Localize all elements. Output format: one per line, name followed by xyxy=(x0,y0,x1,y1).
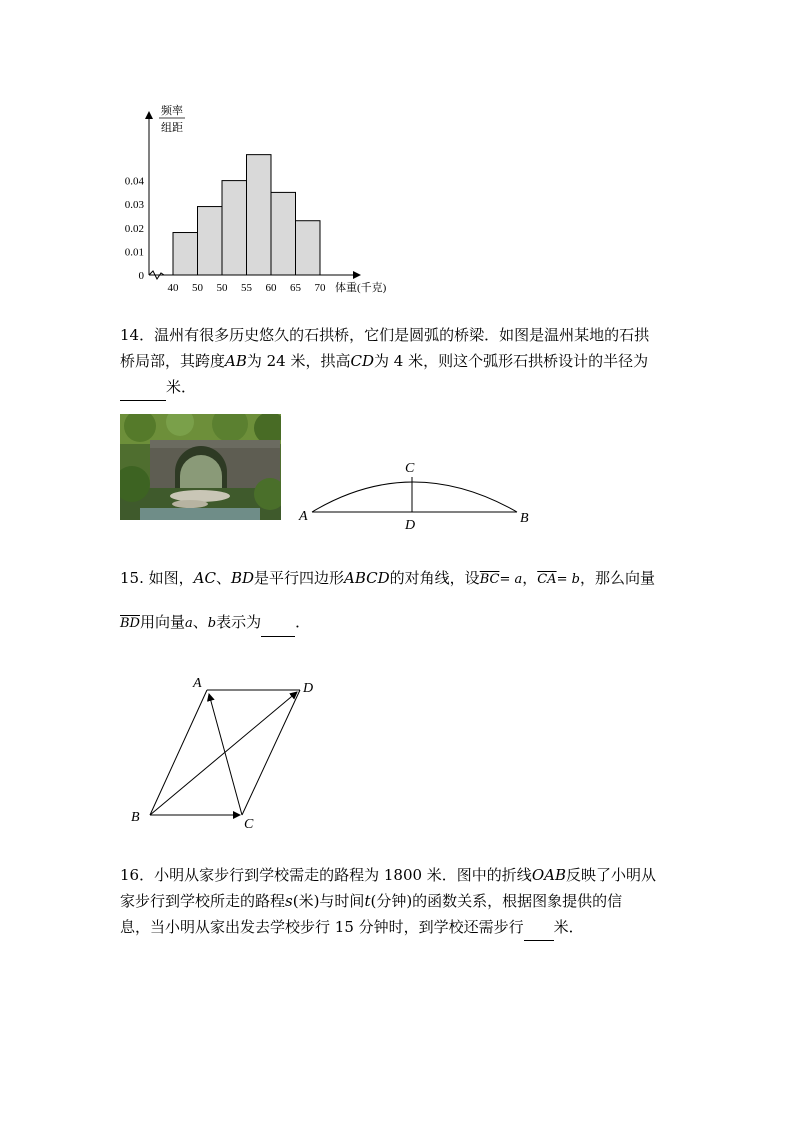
q16-text-c: 家步行到学校所走的路程 xyxy=(120,892,286,910)
q15-text-e: 用向量 xyxy=(139,613,185,631)
x-tick-label: 70 xyxy=(314,282,326,294)
q16-text-b: 反映了小明从 xyxy=(565,866,656,884)
q16-t: t xyxy=(364,892,371,910)
x-tick-label: 65 xyxy=(290,282,301,294)
q15-dot: 、 xyxy=(192,613,208,631)
q15-text-b: 是平行四边形 xyxy=(254,569,345,587)
label-d: D xyxy=(303,681,314,696)
q16-s: s xyxy=(285,892,293,910)
label-a: A xyxy=(299,509,308,524)
vector-ca-line xyxy=(209,694,242,815)
q14-text-c: 为 4 米，则这个弧形石拱桥设计的半径为 xyxy=(374,352,649,370)
q14-text-a: 桥局部，其跨度 xyxy=(120,352,226,370)
y-tick-label: 0.03 xyxy=(124,199,144,212)
x-tick-label: 60 xyxy=(265,282,277,294)
answer-blank-16[interactable] xyxy=(524,914,554,941)
answer-blank-15[interactable] xyxy=(261,609,295,637)
question-14 xyxy=(120,322,680,401)
y-tick-label: 0.01 xyxy=(124,246,144,259)
arc-diagram xyxy=(295,455,540,535)
histogram-bar-45-50 xyxy=(198,207,223,275)
q15-eq-a: = a xyxy=(499,572,523,587)
label-b: B xyxy=(131,810,140,825)
question-15 xyxy=(120,565,680,637)
x-tick-label: 55 xyxy=(241,282,252,294)
bridge-photo xyxy=(120,414,281,520)
q14-text-b: 为 24 米，拱高 xyxy=(246,352,351,370)
q14-line-2 xyxy=(120,348,680,374)
x-axis-label: 体重(千克) xyxy=(335,282,387,294)
label-a: A xyxy=(193,676,202,691)
q14-ab: AB xyxy=(225,352,247,370)
q16-line-1 xyxy=(120,862,680,888)
answer-blank-14[interactable] xyxy=(120,374,166,401)
q15-text-f: 表示为 xyxy=(216,613,262,631)
label-c: C xyxy=(244,817,254,832)
y-tick-label: 0.02 xyxy=(124,222,144,235)
histogram-bar-50-55 xyxy=(222,181,247,275)
q16-oab: OAB xyxy=(531,866,566,884)
vector-bc: $\overline{BC}$ xyxy=(479,572,500,587)
q15-text-a: 15. 如图， xyxy=(120,569,194,587)
q15-end: ． xyxy=(295,613,311,631)
question-16 xyxy=(120,862,680,941)
vector-a: a xyxy=(185,616,193,631)
q16-text-f: 息，当小明从家出发去学校步行 15 分钟时，到学校还需步行 xyxy=(120,918,524,936)
arc-ab xyxy=(312,482,517,512)
y-label-bottom: 组距 xyxy=(161,122,183,134)
q15-bd: BD xyxy=(230,569,255,587)
q14-unit: 米． xyxy=(166,378,197,396)
side-ab xyxy=(150,690,207,815)
parallelogram-diagram xyxy=(125,670,335,835)
vector-b: b xyxy=(207,616,217,631)
histogram-chart xyxy=(120,95,420,300)
q15-comma: ， xyxy=(522,569,538,587)
q14-line-1: 14．温州有很多历史悠久的石拱桥，它们是圆弧的桥梁．如图是温州某地的石拱 xyxy=(120,326,650,344)
q15-text-c: 的对角线，设 xyxy=(389,569,480,587)
histogram-bar-40-45 xyxy=(173,233,198,275)
x-tick-label: 50 xyxy=(192,282,203,294)
vector-bd-line xyxy=(150,692,297,815)
q16-text-e: (分钟)的函数关系，根据图象提供的信 xyxy=(370,892,623,910)
q15-abcd: ABCD xyxy=(344,569,390,587)
q14-line-3 xyxy=(120,374,680,401)
histogram-bar-65-70 xyxy=(296,221,321,275)
q15-ac: AC xyxy=(193,569,216,587)
vector-bd: $\overline{BD}$ xyxy=(120,616,140,631)
x-tick-label: 50 xyxy=(216,282,228,294)
y-label-top: 频率 xyxy=(161,105,183,117)
q16-text-g: 米． xyxy=(553,918,584,936)
q15-line-2 xyxy=(120,609,680,637)
q15-sep: 、 xyxy=(215,569,231,587)
vector-ca: $\overline{CA}$ xyxy=(537,572,557,587)
q15-eq-b: = b xyxy=(556,572,580,587)
q15-line-1 xyxy=(120,565,680,593)
x-tick-label: 40 xyxy=(167,282,179,294)
side-dc xyxy=(242,690,300,815)
y-tick-label: 0 xyxy=(138,270,144,282)
histogram-bar-55-60 xyxy=(247,155,272,275)
y-tick-label: 0.04 xyxy=(124,175,144,188)
q15-text-d: ，那么向量 xyxy=(579,569,655,587)
label-b: B xyxy=(520,511,529,526)
label-c: C xyxy=(405,461,415,476)
histogram-bar-60-65 xyxy=(271,192,296,275)
q16-line-3 xyxy=(120,914,680,941)
q16-line-2 xyxy=(120,888,680,914)
q16-text-a: 16．小明从家步行到学校需走的路程为 1800 米．图中的折线 xyxy=(120,866,532,884)
q14-cd: CD xyxy=(350,352,375,370)
q16-text-d: (米)与时间 xyxy=(292,892,365,910)
label-d: D xyxy=(405,518,416,533)
